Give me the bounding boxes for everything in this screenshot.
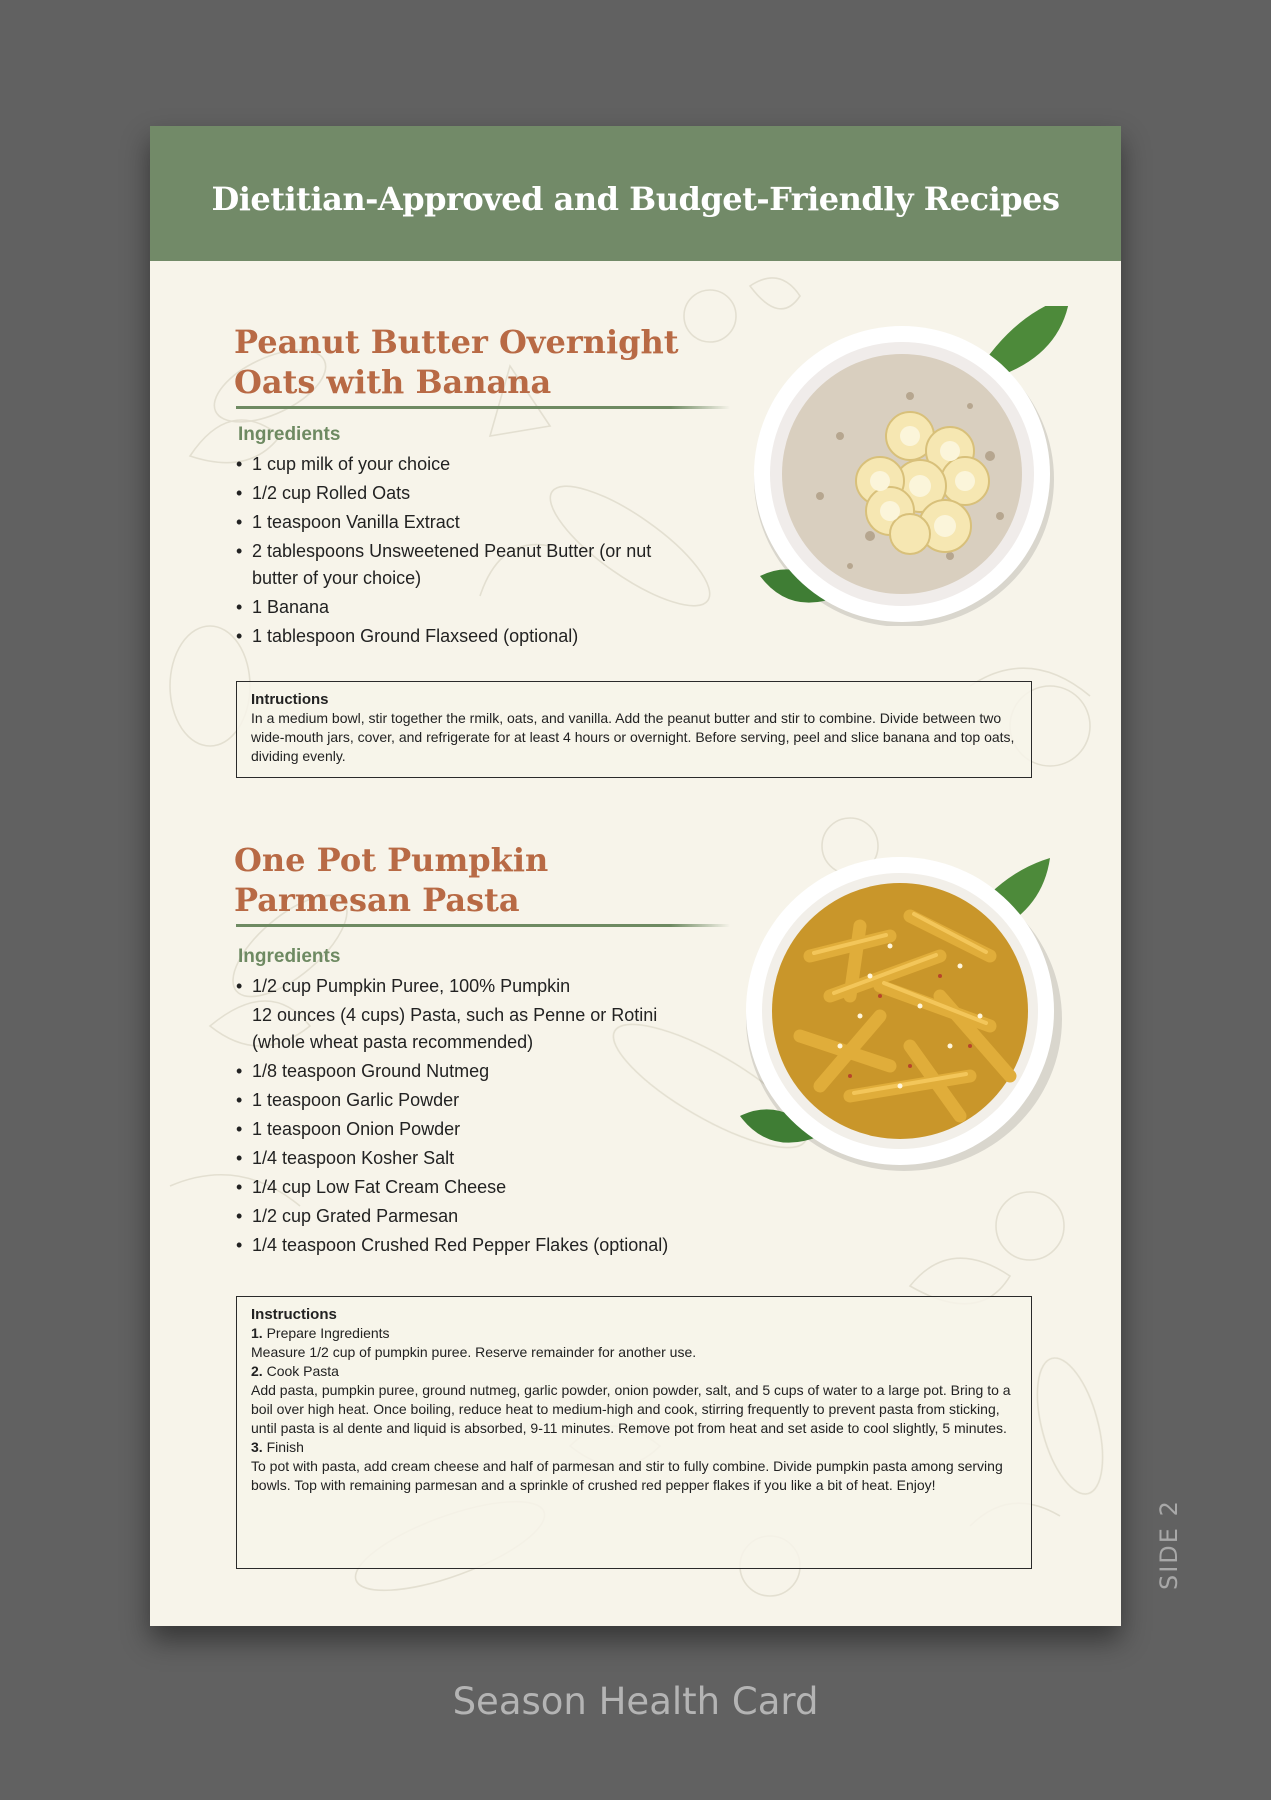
recipe2-step-2-text: Add pasta, pumpkin puree, ground nutmeg, garlic powder, onion powder, salt, and 5 cups of water to a large pot. Bring to a boil over high heat. Once boiling, reduce heat to medium-high and cook, stirring frequently to prevent pasta from sticking, until pasta is al dente and liquid is absorbed, 9-11 minutes. Remove pot from heat and set aside to cool slightly, 5 minutes. [251, 1382, 1011, 1436]
list-item: • 1/4 teaspoon Kosher Salt [236, 1145, 696, 1172]
recipe2-step-1-heading [251, 1324, 1017, 1343]
recipe-card [150, 126, 1121, 1626]
list-item: • 1/2 cup Pumpkin Puree, 100% Pumpkin [236, 973, 696, 1000]
recipe2-instructions-box [236, 1296, 1032, 1569]
recipe1-instructions-text: In a medium bowl, stir together the rmilk, oats, and vanilla. Add the peanut butter and stir to combine. Divide between two wide-mouth jars, cover, and refrigerate for at least 4 hours or overnight. Before serving, peel and slice banana and top oats, dividing evenly. [251, 710, 1015, 764]
recipe1-instructions-heading: Intructions [251, 691, 329, 708]
list-item: • 1/4 cup Low Fat Cream Cheese [236, 1174, 696, 1201]
header-banner [150, 126, 1121, 261]
recipe2-title-line1: One Pot Pumpkin [234, 841, 549, 879]
list-item: • 1/2 cup Rolled Oats [236, 480, 696, 507]
list-item: • 1 tablespoon Ground Flaxseed (optional) [236, 623, 696, 650]
recipe2-title-line2: Parmesan Pasta [234, 881, 520, 919]
list-item: • 1 teaspoon Onion Powder [236, 1116, 696, 1143]
recipe2-step-3-title: Finish [266, 1439, 304, 1455]
recipe1-title [234, 322, 704, 402]
list-item: • 2 tablespoons Unsweetened Peanut Butter (or nut butter of your choice) [236, 538, 696, 592]
recipe2-title [234, 840, 704, 920]
recipe2-ingredients-list [236, 973, 696, 1261]
recipe1-ingredients-heading: Ingredients [238, 424, 341, 445]
list-item: • 1 teaspoon Garlic Powder [236, 1087, 696, 1114]
recipe1-instructions-box [236, 681, 1032, 778]
list-item: • 1/4 teaspoon Crushed Red Pepper Flakes (optional) [236, 1232, 696, 1259]
recipe2-step-3-text: To pot with pasta, add cream cheese and half of parmesan and stir to fully combine. Divide pumpkin pasta among serving bowls. Top with remaining parmesan and a sprinkle of crushed red pepper flakes if you like a bit of heat. Enjoy! [251, 1458, 1003, 1493]
recipe2-step-3-heading [251, 1438, 1017, 1457]
recipe2-step-3-number: 3. [251, 1439, 263, 1455]
pasta-bowl-icon [740, 846, 1080, 1176]
recipe1-ingredients-list [236, 451, 696, 652]
recipe2-step-1-text: Measure 1/2 cup of pumpkin puree. Reserve remainder for another use. [251, 1344, 697, 1360]
recipe2-step-1-number: 1. [251, 1325, 263, 1341]
recipe2-step-1-title: Prepare Ingredients [266, 1325, 390, 1341]
recipe2-ingredients-heading: Ingredients [238, 946, 341, 967]
list-item: • 1/8 teaspoon Ground Nutmeg [236, 1058, 696, 1085]
list-item: 12 ounces (4 cups) Pasta, such as Penne or Rotini (whole wheat pasta recommended) [252, 1005, 658, 1052]
list-item: • 1 teaspoon Vanilla Extract [236, 509, 696, 536]
recipe2-step-2-number: 2. [251, 1363, 263, 1379]
side-label: SIDE 2 [1155, 1499, 1183, 1590]
list-item: • 1 cup milk of your choice [236, 451, 696, 478]
recipe1-divider [236, 406, 730, 409]
page-title: Dietitian-Approved and Budget-Friendly Recipes [211, 179, 1060, 218]
recipe2-step-2-heading [251, 1362, 1017, 1381]
recipe2-instructions-heading: Instructions [251, 1306, 337, 1323]
recipe1-title-line1: Peanut Butter Overnight [234, 323, 679, 361]
recipe2-divider [236, 924, 730, 927]
list-item: • 1/2 cup Grated Parmesan [236, 1203, 696, 1230]
list-item: • 1 Banana [236, 594, 696, 621]
footer-label: Season Health Card [452, 1680, 819, 1723]
recipe1-title-line2: Oats with Banana [234, 363, 552, 401]
oatmeal-bowl-icon [750, 306, 1080, 626]
recipe2-step-2-title: Cook Pasta [266, 1363, 339, 1379]
